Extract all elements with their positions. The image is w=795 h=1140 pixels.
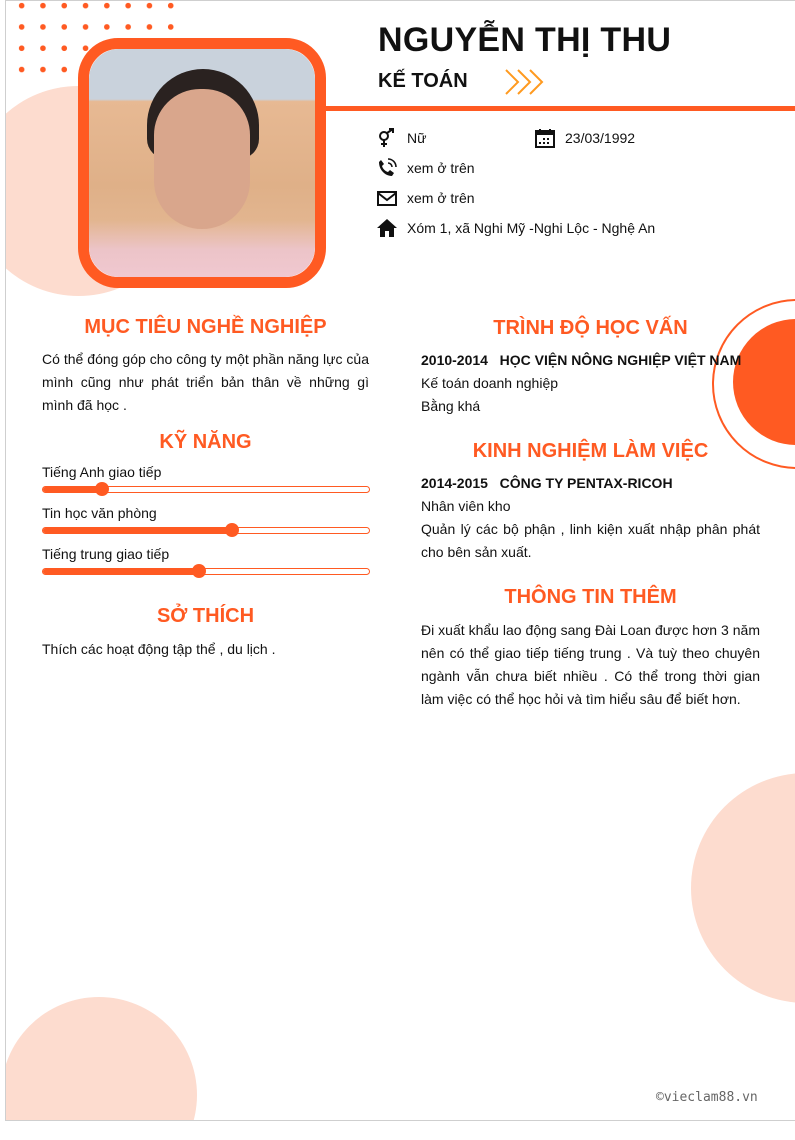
skill-bar-fill xyxy=(43,528,232,533)
education-degree: Bằng khá xyxy=(421,398,481,414)
education-heading: TRÌNH ĐỘ HỌC VẤN xyxy=(493,317,688,339)
skill-bar-knob xyxy=(95,482,109,496)
experience-header xyxy=(421,472,760,495)
skill-bar-knob xyxy=(192,564,206,578)
address-row xyxy=(377,218,655,238)
home-icon xyxy=(377,218,397,238)
skill-bar-knob xyxy=(225,523,239,537)
gender-value: Nữ xyxy=(407,130,427,146)
skill-bar-fill xyxy=(43,487,102,492)
skill-label: Tiếng Anh giao tiếp xyxy=(42,464,162,480)
birthday-row xyxy=(535,128,635,148)
skill-bar xyxy=(42,568,370,575)
calendar-icon xyxy=(535,128,555,148)
skill-label: Tin học văn phòng xyxy=(42,505,157,521)
job-title: KẾ TOÁN xyxy=(378,70,468,92)
objective-text: Có thể đóng góp cho công ty một phần năng lực của mình cũng như phát triển bản thân về những gì mình đã học . xyxy=(42,351,369,413)
experience-description: Quản lý các bộ phận , linh kiện xuất nhập phân phát cho bên sản xuất. xyxy=(421,521,760,560)
skill-bar xyxy=(42,527,370,534)
skills-heading: KỸ NĂNG xyxy=(159,431,252,453)
profile-photo xyxy=(78,38,326,288)
decorative-circle xyxy=(691,773,795,1003)
education-school: HỌC VIỆN NÔNG NGHIỆP VIỆT NAM xyxy=(499,352,742,368)
education-period: 2010-2014 xyxy=(421,352,488,368)
experience-heading: KINH NGHIỆM LÀM VIỆC xyxy=(472,440,709,462)
chevrons-icon xyxy=(504,68,550,96)
hobbies-heading: SỞ THÍCH xyxy=(156,605,255,627)
decorative-circle xyxy=(5,997,197,1121)
full-name: NGUYỄN THỊ THU xyxy=(378,21,672,59)
skill-item xyxy=(42,546,372,575)
hobbies-text: Thích các hoạt động tập thể , du lịch . xyxy=(42,641,276,657)
skill-item xyxy=(42,505,372,534)
cv-page xyxy=(5,0,795,1121)
birthday-value: 23/03/1992 xyxy=(565,130,636,146)
experience-period: 2014-2015 xyxy=(421,475,488,491)
extra-text: Đi xuất khẩu lao động sang Đài Loan được hơn 3 năm nên có thể giao tiếp tiếng trung . Và tuỳ theo chuyên ngành vẫn chưa biết nhiều . Có thể trong thời gian làm việc có thể học hỏi và tìm hiểu sâu để biết hơn. xyxy=(421,622,760,707)
gender-icon xyxy=(377,128,397,148)
skill-bar-fill xyxy=(43,569,199,574)
email-row xyxy=(377,188,475,208)
mail-icon xyxy=(377,188,397,208)
education-major: Kế toán doanh nghiệp xyxy=(421,375,559,391)
experience-company: CÔNG TY PENTAX-RICOH xyxy=(499,475,673,491)
skill-item xyxy=(42,464,372,493)
extra-heading: THÔNG TIN THÊM xyxy=(504,586,677,608)
address-value: Xóm 1, xã Nghi Mỹ -Nghi Lộc - Nghệ An xyxy=(407,220,656,236)
phone-value: xem ở trên xyxy=(407,160,475,176)
objective-heading: MỤC TIÊU NGHỀ NGHIỆP xyxy=(84,316,327,338)
skill-bar xyxy=(42,486,370,493)
header-divider xyxy=(326,106,795,111)
email-value: xem ở trên xyxy=(407,190,475,206)
skill-label: Tiếng trung giao tiếp xyxy=(42,546,170,562)
experience-position: Nhân viên kho xyxy=(421,498,511,514)
skills-list xyxy=(42,464,372,587)
phone-icon xyxy=(377,158,397,178)
watermark: ©vieclam88.vn xyxy=(656,1090,758,1105)
gender-row xyxy=(377,128,426,148)
phone-row xyxy=(377,158,475,178)
education-header xyxy=(421,349,760,372)
